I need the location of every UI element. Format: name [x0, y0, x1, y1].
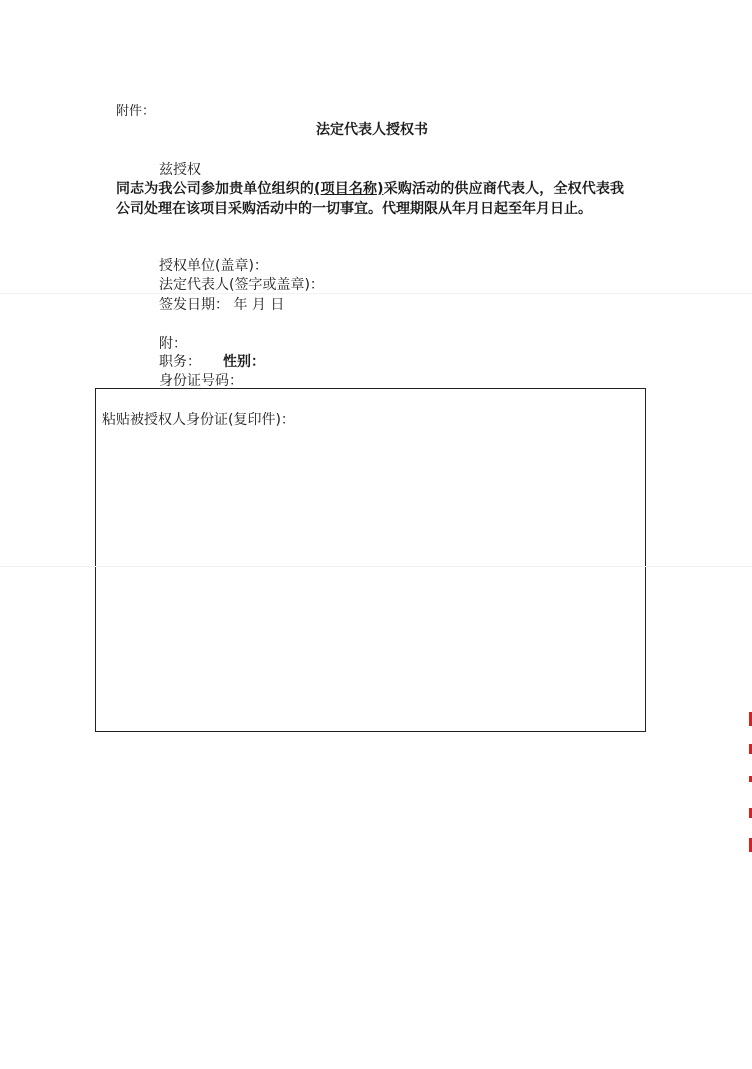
id-card-paste-label: 粘贴被授权人身份证(复印件)：	[102, 412, 295, 428]
project-name-placeholder: (项目名称)	[314, 181, 384, 197]
authorizing-unit-field: 授权单位(盖章)：	[159, 258, 268, 274]
appendix-label: 附：	[159, 336, 187, 352]
document-title-text: 法定代表人授权书	[316, 122, 428, 138]
id-card-paste-box	[95, 388, 646, 732]
paragraph-suffix: 采购活动的供应商代表人，全权代表我公司处理在该项目采购活动中的一切事宜。代理期限从年月日起至年月日止。	[116, 181, 625, 217]
authorization-paragraph	[116, 179, 624, 219]
id-number-field: 身份证号码：	[159, 373, 243, 389]
position-gender-row	[159, 353, 265, 371]
scan-line	[0, 566, 752, 567]
attachment-label: 附件：	[116, 104, 156, 119]
gender-field: 性别：	[223, 354, 265, 370]
position-field: 职务：	[159, 354, 201, 370]
paragraph-prefix: 同志为我公司参加贵单位组织的	[116, 181, 315, 197]
salutation: 兹授权	[159, 162, 201, 178]
legal-representative-field: 法定代表人(签字或盖章)：	[159, 277, 324, 293]
issue-date-field: 签发日期： 年 月 日	[159, 297, 285, 313]
scan-line	[0, 293, 752, 294]
document-title	[0, 121, 752, 139]
